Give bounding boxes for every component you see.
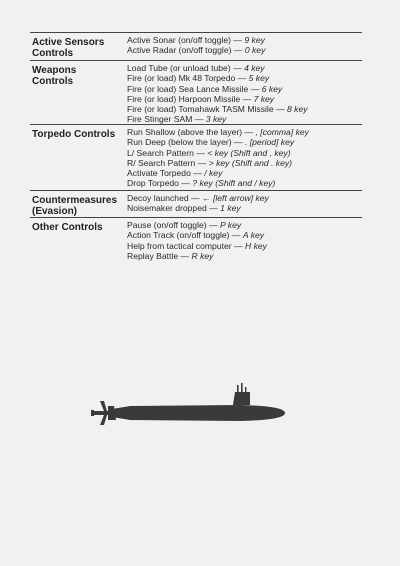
section-heading (32, 65, 124, 87)
control-key: H key (244, 240, 267, 251)
heading-line: Torpedo Controls (32, 129, 116, 140)
control-action: Action Track (on/off toggle) — (127, 230, 243, 241)
control-action: Activate Torpedo — (127, 168, 205, 179)
control-list (127, 193, 363, 214)
control-list (127, 35, 363, 56)
heading-line: Active Sensors (32, 37, 105, 48)
control-action: Fire (or load) Mk 48 Torpedo — (127, 73, 249, 84)
control-key: > key (Shift and . key) (208, 157, 293, 168)
control-item (127, 193, 363, 203)
control-key: 1 key (220, 203, 241, 214)
control-item (127, 63, 363, 73)
heading-line: Controls (32, 76, 74, 87)
control-key: P key (220, 220, 242, 230)
control-key: 7 key (253, 93, 275, 104)
control-key: , [comma] key (255, 127, 309, 137)
control-action: Noisemaker dropped — (127, 203, 221, 214)
section-torpedo-controls (30, 124, 362, 191)
section-heading (32, 222, 124, 233)
control-list (127, 220, 363, 261)
control-item (127, 230, 363, 240)
control-item (127, 148, 363, 158)
control-action: Fire (or load) Tomahawk TASM Missile — (127, 104, 287, 115)
control-key: 0 key (244, 45, 266, 56)
heading-line: Countermeasures (32, 195, 118, 206)
control-list (127, 63, 363, 125)
control-item (127, 178, 363, 188)
control-key: 9 key (244, 35, 265, 45)
control-action: R/ Search Pattern — (127, 157, 209, 168)
control-action: Run Shallow (above the layer) — (127, 127, 256, 137)
control-item (127, 220, 363, 230)
control-item (127, 94, 363, 104)
section-heading (32, 129, 124, 140)
control-key: 3 key (205, 114, 227, 125)
submarine-silhouette (91, 383, 285, 425)
control-list (127, 127, 363, 189)
control-key: 5 key (248, 73, 270, 84)
heading-line: Weapons (32, 65, 77, 76)
control-key: / key (204, 168, 223, 179)
section-countermeasures (30, 190, 362, 217)
control-item (127, 84, 363, 94)
control-key: < key (Shift and , key) (207, 147, 291, 158)
heading-line: Controls (32, 48, 74, 59)
control-item (127, 158, 363, 168)
control-action: Load Tube (or unload tube) — (127, 63, 245, 73)
submarine-illustration (90, 378, 290, 434)
control-action: Active Sonar (on/off toggle) — (127, 35, 245, 45)
control-action: Replay Battle — (127, 250, 192, 261)
control-key: . [period] key (244, 137, 295, 148)
control-key: ← [left arrow] key (202, 193, 269, 203)
control-action: Fire (or load) Sea Lance Missile — (127, 83, 262, 94)
control-item (127, 127, 363, 137)
control-key: R key (191, 250, 214, 261)
section-weapons (30, 60, 362, 125)
section-heading (32, 195, 124, 217)
section-heading (32, 37, 124, 59)
control-key: 6 key (261, 83, 283, 94)
control-item (127, 137, 363, 147)
control-action: Help from tactical computer — (127, 240, 245, 251)
control-item (127, 104, 363, 114)
control-action: Decoy launched — (127, 193, 202, 203)
control-item (127, 45, 363, 55)
control-action: Run Deep (below the layer) — (127, 137, 245, 148)
control-item (127, 251, 363, 261)
control-item (127, 35, 363, 45)
section-other-controls (30, 217, 362, 266)
control-key: A key (242, 230, 265, 241)
control-action: Fire Stinger SAM — (127, 114, 206, 125)
control-action: Fire (or load) Harpoon Missile — (127, 93, 254, 104)
control-item (127, 203, 363, 213)
control-key: ? key (Shift and / key) (192, 178, 276, 189)
control-action: Pause (on/off toggle) — (127, 220, 220, 230)
heading-line: (Evasion) (32, 206, 78, 217)
control-action: L/ Search Pattern — (127, 147, 208, 158)
control-item (127, 168, 363, 178)
heading-line: Other Controls (32, 222, 103, 233)
control-key: 4 key (244, 63, 265, 73)
control-action: Active Radar (on/off toggle) — (127, 45, 245, 56)
control-action: Drop Torpedo — (127, 178, 193, 189)
control-item (127, 241, 363, 251)
control-key: 8 key (286, 104, 308, 115)
section-active-sensors (30, 32, 362, 59)
control-item (127, 73, 363, 83)
